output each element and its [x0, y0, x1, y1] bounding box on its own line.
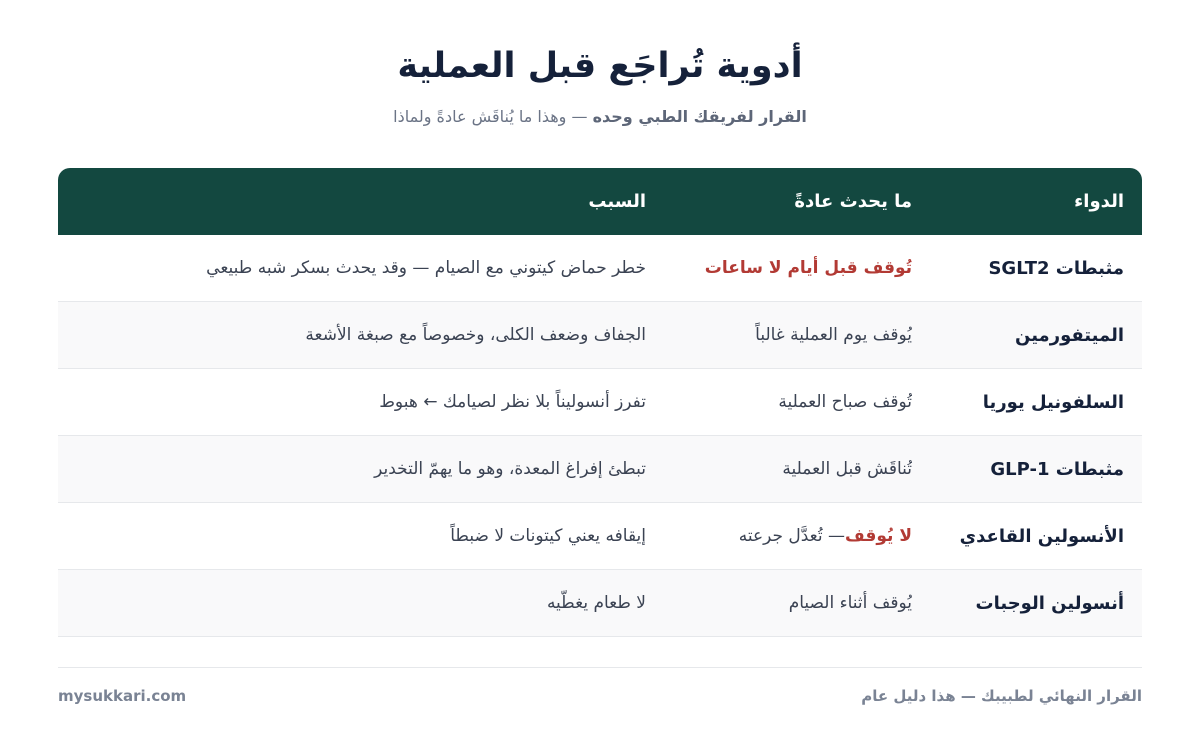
- header-what-happens: ما يحدث عادةً: [794, 191, 912, 212]
- medications-table: [58, 168, 1142, 637]
- subtitle-emphasis: القرار لفريقك الطبي وحده: [592, 107, 807, 126]
- page-title: أدوية تُراجَع قبل العملية: [397, 46, 803, 86]
- what-happens: [662, 235, 912, 301]
- footer-disclaimer: القرار النهائي لطبيبك — هذا دليل عام: [861, 687, 1142, 705]
- footer-divider: [58, 667, 1142, 668]
- what-happens-text: يُوقف يوم العملية غالباً: [755, 325, 912, 345]
- table-header: [58, 168, 1142, 235]
- table-row: [58, 570, 1142, 637]
- what-happens-text: تُوقف صباح العملية: [778, 392, 912, 412]
- what-happens-text: — تُعدَّل جرعته: [738, 526, 845, 546]
- drug-name: مثبطات SGLT2: [988, 257, 1124, 279]
- what-happens-text: يُوقف أثناء الصيام: [788, 593, 912, 613]
- what-happens: [662, 503, 912, 569]
- footer-site-link[interactable]: mysukkari.com: [58, 687, 187, 705]
- subtitle-rest: — وهذا ما يُناقَش عادةً ولماذا: [393, 107, 593, 126]
- page-subtitle: [0, 104, 1200, 130]
- drug-name: أنسولين الوجبات: [975, 592, 1124, 614]
- header-reason: السبب: [588, 191, 646, 212]
- drug-name: الأنسولين القاعدي: [959, 525, 1124, 547]
- drug-name: السلفونيل يوريا: [982, 391, 1124, 413]
- table-row: [58, 369, 1142, 436]
- what-happens: [662, 369, 912, 435]
- reason: لا طعام يغطّيه: [546, 593, 646, 613]
- what-happens: [662, 302, 912, 368]
- reason: خطر حماض كيتوني مع الصيام — وقد يحدث بسكر شبه طبيعي: [206, 258, 646, 278]
- warning-text: لا يُوقف: [845, 526, 912, 546]
- drug-name: الميتفورمين: [1015, 324, 1124, 346]
- drug-name: مثبطات GLP-1: [990, 458, 1124, 480]
- table-row: [58, 302, 1142, 369]
- reason: تفرز أنسوليناً بلا نظر لصيامك ← هبوط: [379, 392, 646, 412]
- what-happens: [662, 436, 912, 502]
- reason: إيقافه يعني كيتونات لا ضبطاً: [450, 526, 646, 546]
- table-row: [58, 503, 1142, 570]
- table-row: [58, 235, 1142, 302]
- warning-text: تُوقف قبل أيام لا ساعات: [704, 258, 912, 278]
- header-drug: الدواء: [1074, 191, 1124, 212]
- table-row: [58, 436, 1142, 503]
- reason: تبطئ إفراغ المعدة، وهو ما يهمّ التخدير: [374, 459, 646, 479]
- what-happens: [662, 570, 912, 636]
- what-happens-text: تُناقَش قبل العملية: [782, 459, 912, 479]
- reason: الجفاف وضعف الكلى، وخصوصاً مع صبغة الأشعة: [305, 325, 646, 345]
